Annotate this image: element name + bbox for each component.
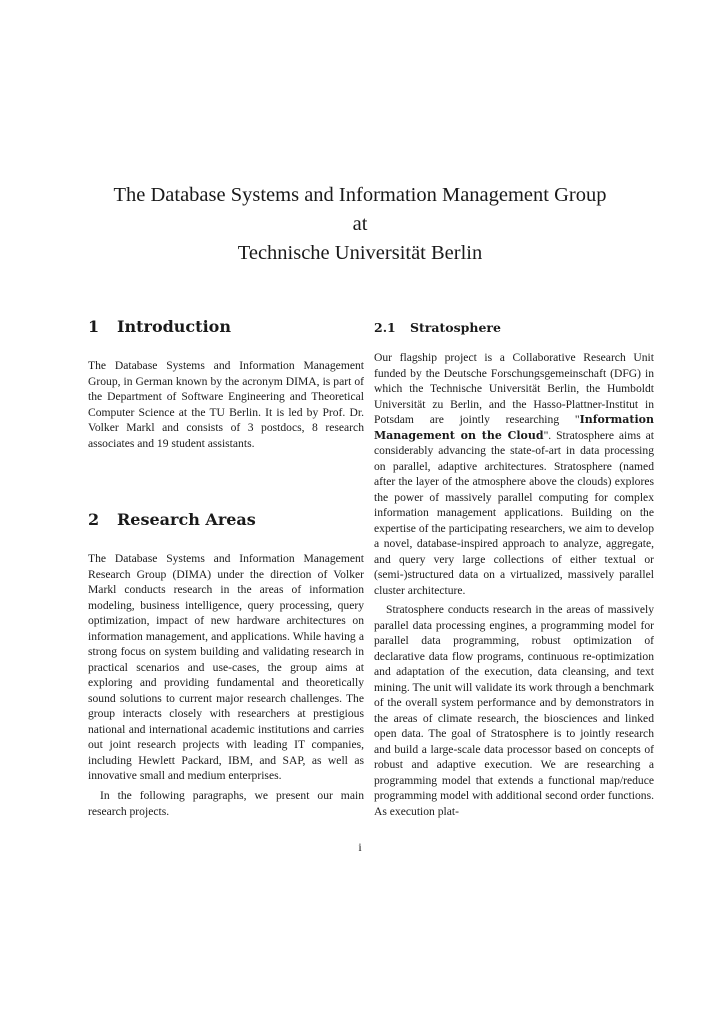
research-areas-paragraph-1: The Database Systems and Information Management Research Group (DIMA) under the direction of Volker Markl conducts research in the areas of information modeling, business intelligence, query processing, query optimization, impact of new hardware architectures on information management, and applications. While having a strong focus on system building and validating research in practical scenarios and use-cases, the group aims at exploring and providing fundamental and theoretically sound solutions to current major research challenges. The group interacts closely with researchers at prestigious national and international academic institutions and carries out joint research projects with leading IT companies, including Hewlett Packard, IBM, and SAP, as well as innovative small and medium enterprises. [88,552,364,782]
subsection-heading-stratosphere: 2.1 Stratosphere [374,320,501,335]
stratosphere-paragraph-2: Stratosphere conducts research in the areas of massively parallel data processing engines, a programming model for parallel data programming, robust optimization of declarative data flow programs, continuous re-optimization and adaptation of the execution, data cleansing, and text mining. The unit will validate its work through a benchmark of the overall system performance and by demonstrators in the areas of climate research, the biosciences and linked open data. The goal of Stratosphere is to jointly research and build a large-scale data processor based on concepts of robust and adaptive execution. We are researching a programming model that extends a functional map/reduce programming model with additional second order functions. As execution plat- [374,603,654,818]
emphasis-information-management-on-the-cloud: Information Management on the Cloud [374,413,654,442]
title-line-1: The Database Systems and Information Management Group [113,184,607,206]
introduction-paragraph: The Database Systems and Information Management Group, in German known by the acronym DIMA, is part of the Department of Software Engineering and Theoretical Computer Science at the TU Berlin. It is led by Prof. Dr. Volker Markl and consists of 3 postdocs, 8 research associates and 19 student assistants. [88,359,364,450]
stratosphere-paragraph-1: Our flagship project is a Collaborative Research Unit funded by the Deutsche Forschungsgemeinschaft (DFG) in which the Technische Universität Berlin, the Humboldt Universität zu Berlin, and the Hasso-Plattner-Institut in Potsdam are jointly researching "Information Management on the Cloud". Stratosphere aims at considerably advancing the state-of-art in data processing on parallel, adaptive architectures. Stratosphere (named after the layer of the atmosphere above the clouds) explores the power of massively parallel computing for complex information management applications. Building on the expertise of the participating researchers, we aim to develop a novel, database-inspired approach to analyze, aggregate, and query very large collections of either textual or (semi-)structured data on a virtualized, massively parallel cluster architecture. [374,351,654,597]
document-title [0,181,720,268]
title-line-3: Technische Universität Berlin [237,242,483,264]
section-heading-introduction: 1 Introduction [88,317,231,336]
page-number: i [358,840,362,854]
section-heading-research-areas: 2 Research Areas [88,510,256,529]
research-areas-paragraph-2: In the following paragraphs, we present our main research projects. [88,789,364,818]
title-line-2: at [352,213,368,235]
